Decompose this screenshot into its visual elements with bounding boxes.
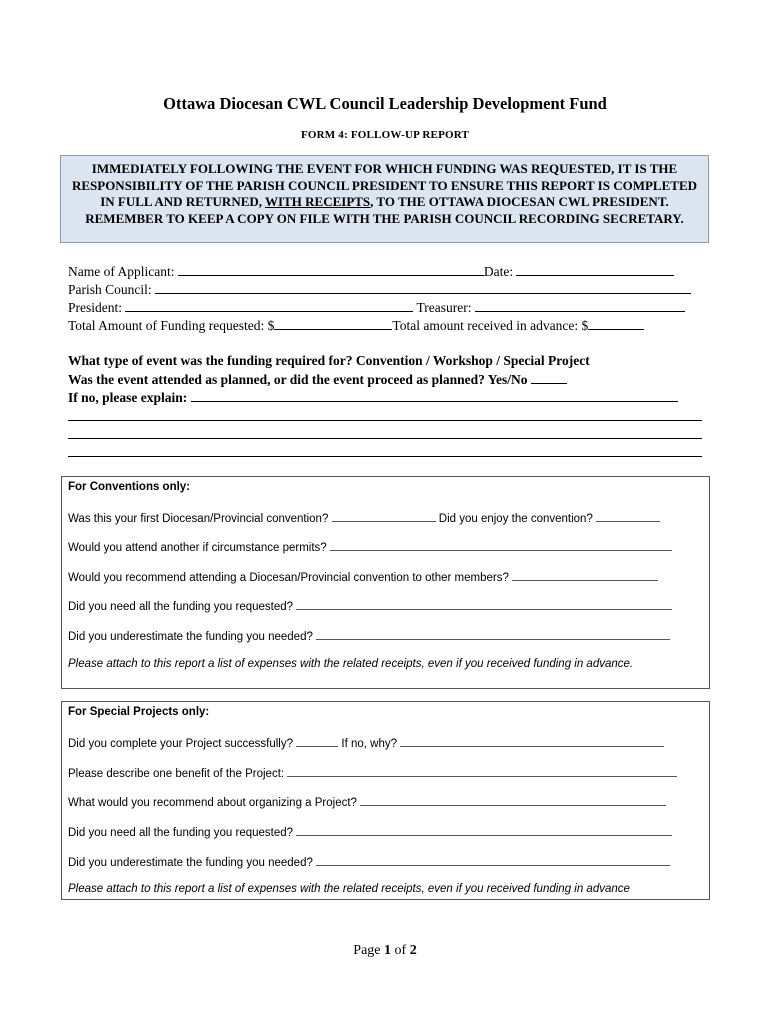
projects-q4-field[interactable] xyxy=(296,824,672,836)
attended-row xyxy=(68,370,702,388)
projects-q3-row xyxy=(68,794,702,809)
notice-underlined: WITH RECEIPTS xyxy=(265,194,371,209)
event-type-question: What type of event was the funding required for? Convention / Workshop / Special Project xyxy=(68,353,590,368)
conventions-q2: Would you attend another if circumstance permits? xyxy=(68,542,327,554)
conventions-q5-field[interactable] xyxy=(316,628,670,640)
form-label: FORM 4: FOLLOW-UP REPORT xyxy=(300,129,470,141)
page-current: 1 xyxy=(384,943,392,958)
projects-q2-field[interactable] xyxy=(287,765,677,777)
treasurer-label: Treasurer: xyxy=(416,300,472,315)
page-title: Ottawa Diocesan CWL Council Leadership Development Fund xyxy=(163,94,607,113)
conventions-q4: Did you need all the funding you requested? xyxy=(68,601,294,613)
conventions-q4-field[interactable] xyxy=(296,598,672,610)
applicant-label: Name of Applicant: xyxy=(68,264,175,279)
conventions-q1b-field[interactable] xyxy=(596,510,660,522)
of-word: of xyxy=(394,943,407,958)
advance-field[interactable] xyxy=(588,316,644,330)
notice-text-end: , TO THE OTTAWA DIOCESAN CWL PRESIDENT. REMEMBER TO KEEP A COPY ON FILE WITH THE PARISH COUNCIL RECORDING SECRETARY. xyxy=(85,194,684,226)
projects-q1-field[interactable] xyxy=(296,735,338,747)
conventions-heading: For Conventions only: xyxy=(68,481,191,493)
parish-field[interactable] xyxy=(155,280,691,294)
advance-label: Total amount received in advance: $ xyxy=(392,318,589,333)
conventions-q3: Would you recommend attending a Diocesan/Provincial convention to other members? xyxy=(68,572,509,584)
projects-q5-row xyxy=(68,854,702,869)
explain-line[interactable] xyxy=(68,456,702,457)
projects-q1b-field[interactable] xyxy=(400,735,664,747)
page-word: Page xyxy=(353,943,381,958)
explain-line[interactable] xyxy=(68,438,702,439)
projects-q3: What would you recommend about organizing a Project? xyxy=(68,797,357,809)
treasurer-field[interactable] xyxy=(475,298,685,312)
projects-heading: For Special Projects only: xyxy=(68,706,210,718)
parish-row xyxy=(68,280,702,298)
notice-text: IMMEDIATELY FOLLOWING THE EVENT FOR WHICH FUNDING WAS REQUESTED, IT IS THE RESPONSIBILITY OF THE PARISH COUNCIL PRESIDENT TO ENSURE THIS REPORT IS COMPLETED IN FULL AND RETURNED, xyxy=(71,161,698,209)
projects-q1: Did you complete your Project successfully? xyxy=(68,738,293,750)
explain-line[interactable] xyxy=(68,420,702,421)
page-total: 2 xyxy=(409,943,417,958)
projects-q2-row xyxy=(68,765,702,780)
projects-q4-row xyxy=(68,824,702,839)
date-field[interactable] xyxy=(516,262,674,276)
projects-section xyxy=(61,701,710,900)
applicant-row xyxy=(68,262,702,280)
conventions-q1: Was this your first Diocesan/Provincial convention? xyxy=(68,513,329,525)
conventions-note: Please attach to this report a list of expenses with the related receipts, even if you received funding in advance. xyxy=(68,658,634,670)
conventions-q1b: Did you enjoy the convention? xyxy=(438,513,593,525)
officers-row xyxy=(68,298,702,316)
conventions-q3-field[interactable] xyxy=(512,569,658,581)
attended-field[interactable] xyxy=(531,370,567,384)
conventions-q2-row xyxy=(68,539,702,554)
projects-q3-field[interactable] xyxy=(360,794,666,806)
applicant-field[interactable] xyxy=(178,262,484,276)
projects-q2: Please describe one benefit of the Project: xyxy=(68,768,285,780)
projects-q1b: If no, why? xyxy=(341,738,398,750)
president-label: President: xyxy=(68,300,122,315)
date-label: Date: xyxy=(483,264,514,279)
president-field[interactable] xyxy=(125,298,413,312)
explain-field[interactable] xyxy=(191,388,678,402)
conventions-q1-row xyxy=(68,510,702,525)
conventions-q5: Did you underestimate the funding you needed? xyxy=(68,631,313,643)
conventions-q1-field[interactable] xyxy=(332,510,436,522)
explain-label: If no, please explain: xyxy=(68,390,188,405)
conventions-q2-field[interactable] xyxy=(330,539,672,551)
projects-q4: Did you need all the funding you requested? xyxy=(68,827,294,839)
projects-q5: Did you underestimate the funding you needed? xyxy=(68,857,313,869)
funding-row xyxy=(68,316,702,334)
conventions-q4-row xyxy=(68,598,702,613)
funding-field[interactable] xyxy=(274,316,392,330)
conventions-q3-row xyxy=(68,569,702,584)
notice-box xyxy=(60,155,709,243)
attended-question: Was the event attended as planned, or did the event proceed as planned? Yes/No xyxy=(68,372,528,387)
explain-row xyxy=(68,388,702,406)
projects-q1-row xyxy=(68,735,702,750)
page-footer xyxy=(0,943,770,959)
projects-note: Please attach to this report a list of expenses with the related receipts, even if you received funding in advance xyxy=(68,883,630,895)
conventions-q5-row xyxy=(68,628,702,643)
parish-label: Parish Council: xyxy=(68,282,152,297)
projects-q5-field[interactable] xyxy=(316,854,670,866)
conventions-section xyxy=(61,476,710,689)
funding-label: Total Amount of Funding requested: $ xyxy=(68,318,275,333)
